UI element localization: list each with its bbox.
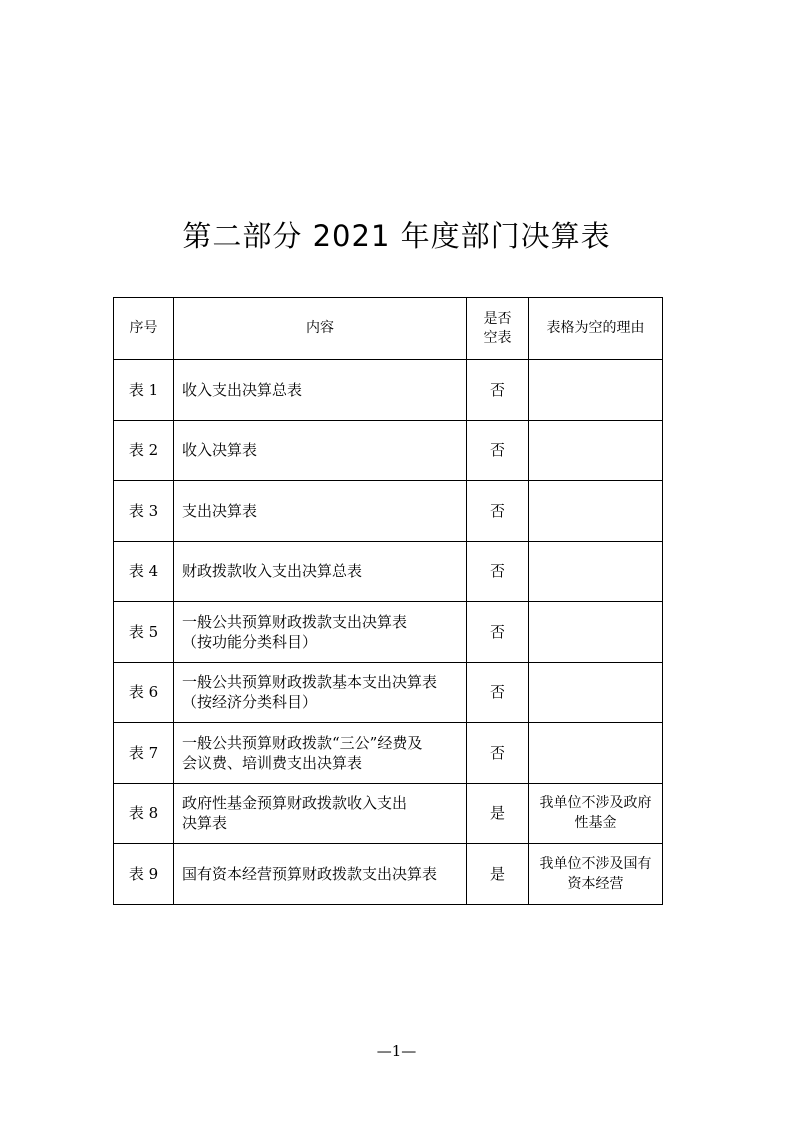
- row-content-line1: 财政拨款收入支出决算总表: [182, 562, 363, 581]
- row-empty-reason: [529, 360, 663, 421]
- row-no: 表 5: [114, 602, 174, 663]
- table-header-row: [114, 298, 663, 360]
- row-content-line1: 收入决算表: [182, 441, 258, 460]
- header-empty-reason: 表格为空的理由: [529, 298, 663, 360]
- header-content: 内容: [174, 298, 467, 360]
- row-content: [174, 844, 467, 905]
- row-content: [174, 723, 467, 784]
- row-empty-reason: [529, 420, 663, 481]
- table-row: [114, 420, 663, 481]
- row-content-line1: 一般公共预算财政拨款基本支出决算表: [182, 673, 438, 692]
- header-is-empty-line1: 是否: [483, 310, 512, 327]
- row-is-empty: 否: [467, 360, 529, 421]
- row-no: 表 1: [114, 360, 174, 421]
- header-is-empty-line2: 空表: [483, 329, 512, 346]
- table-row: [114, 360, 663, 421]
- row-empty-reason: [529, 844, 663, 905]
- row-is-empty: 否: [467, 481, 529, 542]
- row-content-line2: 决算表: [182, 814, 228, 833]
- row-empty-reason: [529, 541, 663, 602]
- row-content-line1: 国有资本经营预算财政拨款支出决算表: [182, 864, 438, 883]
- row-content-line1: 一般公共预算财政拨款“三公”经费及: [182, 733, 423, 752]
- row-content-line1: 支出决算表: [182, 501, 258, 520]
- row-no: 表 6: [114, 662, 174, 723]
- row-reason-line1: 我单位不涉及国有: [539, 855, 652, 872]
- row-no: 表 8: [114, 783, 174, 844]
- row-content-line1: 一般公共预算财政拨款支出决算表: [182, 612, 408, 631]
- row-is-empty: 是: [467, 844, 529, 905]
- table-row: [114, 723, 663, 784]
- row-content-line2: （按经济分类科目）: [182, 693, 318, 712]
- page-number: —1—: [376, 1042, 417, 1060]
- table-row: [114, 602, 663, 663]
- row-content: [174, 662, 467, 723]
- header-is-empty: [467, 298, 529, 360]
- page-title: 第二部分 2021 年度部门决算表: [182, 219, 611, 253]
- row-no: 表 4: [114, 541, 174, 602]
- row-reason-line2: 资本经营: [567, 875, 624, 892]
- row-is-empty: 否: [467, 420, 529, 481]
- row-empty-reason: [529, 723, 663, 784]
- header-no: 序号: [114, 298, 174, 360]
- row-is-empty: 否: [467, 723, 529, 784]
- row-no: 表 9: [114, 844, 174, 905]
- final-accounts-table: [113, 297, 663, 905]
- table-row: [114, 783, 663, 844]
- row-content-line2: （按功能分类科目）: [182, 632, 318, 651]
- row-content: [174, 360, 467, 421]
- table-row: [114, 662, 663, 723]
- row-empty-reason: [529, 662, 663, 723]
- row-content: [174, 602, 467, 663]
- row-content: [174, 420, 467, 481]
- row-is-empty: 否: [467, 602, 529, 663]
- row-reason-line1: 我单位不涉及政府: [539, 795, 652, 812]
- table-row: [114, 844, 663, 905]
- row-no: 表 7: [114, 723, 174, 784]
- row-content-line2: 会议费、培训费支出决算表: [182, 753, 363, 772]
- row-content: [174, 541, 467, 602]
- row-empty-reason: [529, 783, 663, 844]
- table-row: [114, 481, 663, 542]
- row-content: [174, 783, 467, 844]
- row-empty-reason: [529, 602, 663, 663]
- row-is-empty: 否: [467, 541, 529, 602]
- row-empty-reason: [529, 481, 663, 542]
- row-content-line1: 收入支出决算总表: [182, 380, 303, 399]
- row-no: 表 3: [114, 481, 174, 542]
- table-row: [114, 541, 663, 602]
- row-is-empty: 否: [467, 662, 529, 723]
- row-content: [174, 481, 467, 542]
- row-reason-line2: 性基金: [574, 815, 617, 832]
- row-is-empty: 是: [467, 783, 529, 844]
- row-content-line1: 政府性基金预算财政拨款收入支出: [182, 794, 408, 813]
- row-no: 表 2: [114, 420, 174, 481]
